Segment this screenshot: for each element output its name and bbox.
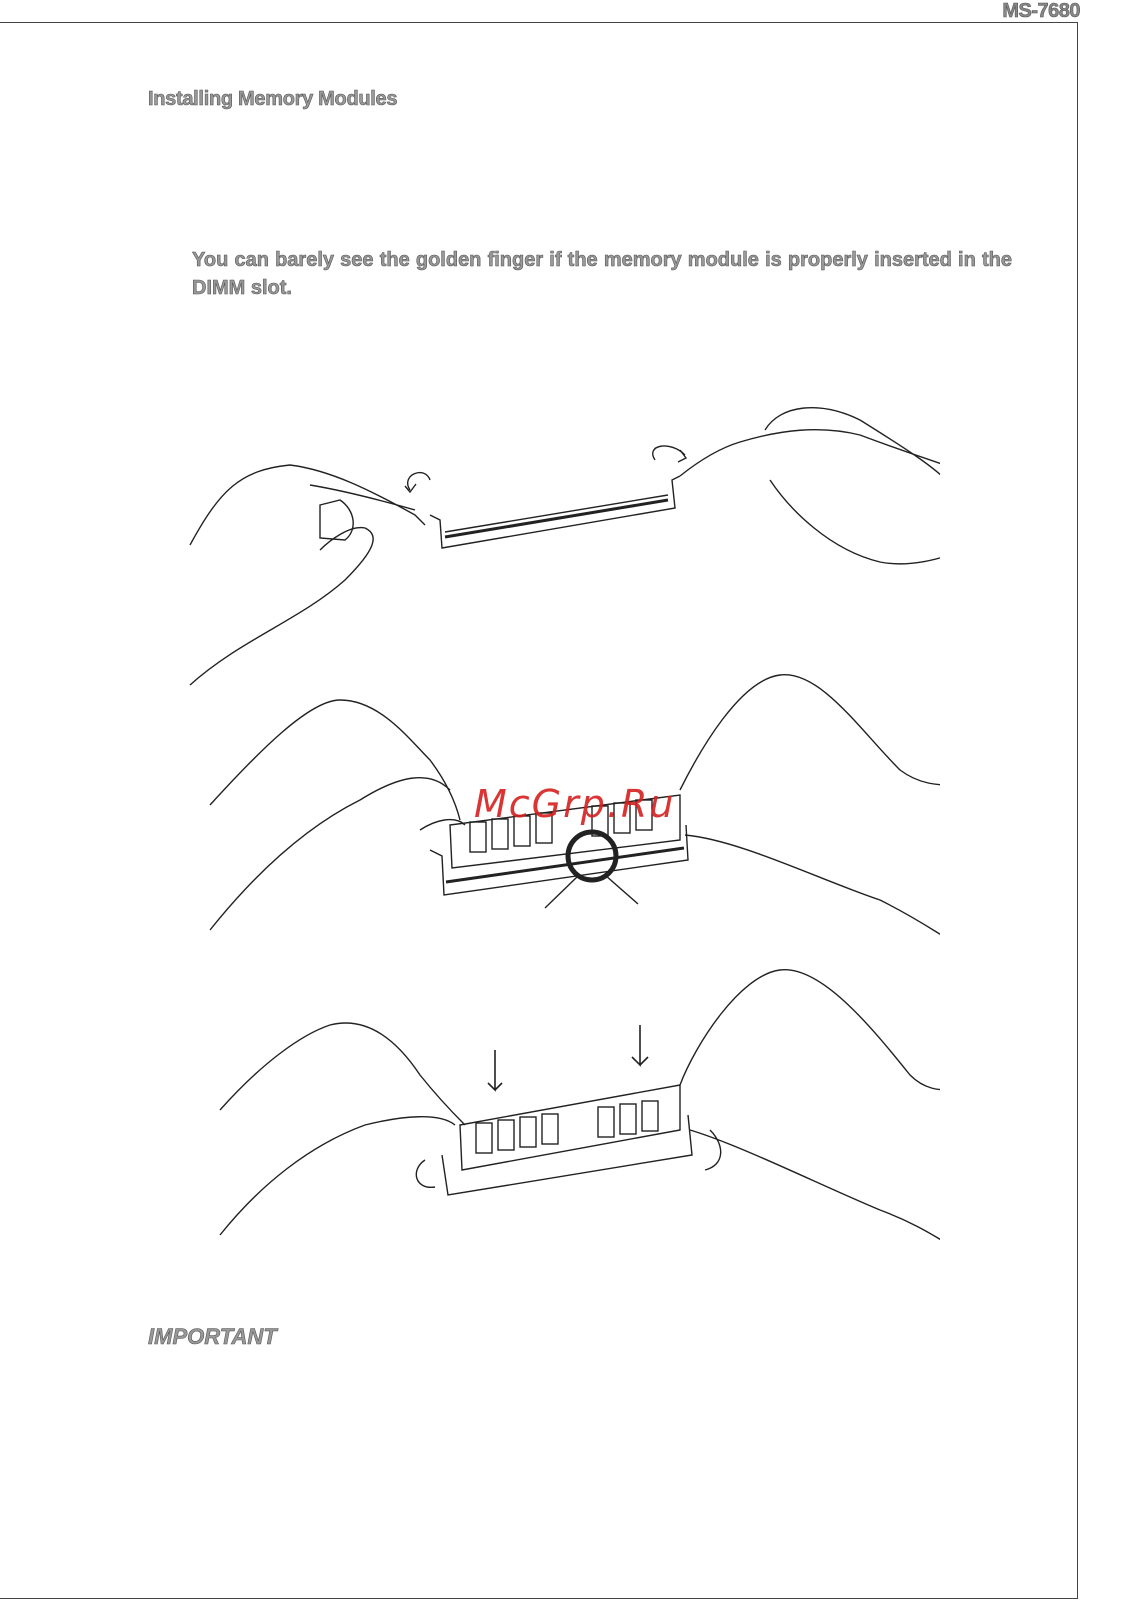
step-3-press-module (220, 970, 940, 1245)
section-title: Installing Memory Modules (148, 88, 398, 110)
note-text: You can barely see the golden finger if the memory module is properly inserted in the DIMM slot. (192, 249, 1012, 299)
important-heading: IMPORTANT (148, 1324, 277, 1349)
model-number: MS-7680 (1002, 0, 1080, 22)
step-1-open-clips (190, 408, 940, 685)
watermark: McGrp.Ru (474, 782, 676, 826)
